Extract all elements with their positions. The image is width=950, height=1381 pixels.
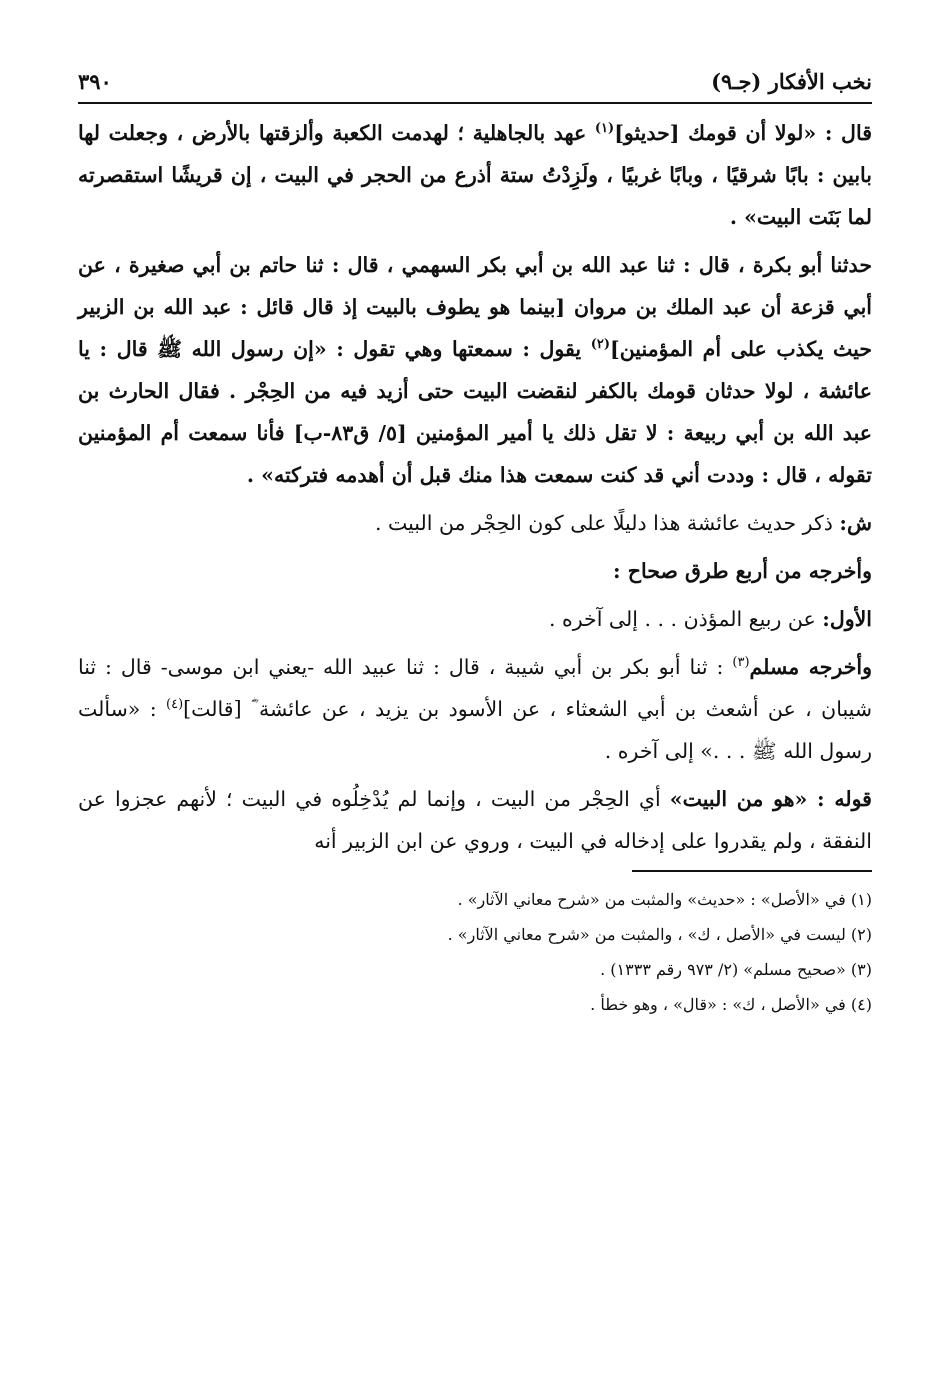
header-rule: [78, 102, 872, 104]
paragraph-text: قال : «لولا أن قومك [حديثو]: [614, 121, 872, 145]
footnote: (١) في «الأصل» : «حديث» والمثبت من «شرح معاني الآثار» .: [457, 890, 872, 909]
paragraph-text: عن ربيع المؤذن . . . إلى آخره .: [548, 607, 823, 631]
footnote-marker: (١): [594, 121, 615, 137]
paragraph: [78, 502, 872, 544]
footnote-marker: (٢): [590, 337, 610, 353]
paragraph: [78, 778, 872, 862]
footnote: (٢) ليست في «الأصل ، ك» ، والمثبت من «شرح معاني الآثار» .: [447, 925, 872, 944]
paragraph-lead: قوله : «هو من البيت»: [669, 787, 872, 811]
body-text: [78, 112, 872, 862]
paragraph-text: أي الحِجْر من البيت ، وإنما لم يُدْخِلُوه في البيت ؛ لأنهم عجزوا عن النفقة ، ولم يقدروا على إدخاله في البيت ، وروي عن ابن الزبير أنه: [78, 787, 872, 853]
page-number: ٣٩٠: [78, 69, 112, 94]
paragraph-lead: الأول:: [822, 607, 872, 631]
section-heading: [78, 550, 872, 592]
paragraph-text: ذكر حديث عائشة هذا دليلًا على كون الحِجْر من البيت .: [374, 511, 840, 535]
heading-text: وأخرجه من أربع طرق صحاح :: [613, 559, 872, 583]
footnotes: [78, 882, 872, 1022]
paragraph-text: يقول : سمعتها وهي تقول : «إن رسول الله ﷺ قال : يا عائشة ، لولا حدثان قومك بالكفر لنقضت البيت حتى أزيد فيه من الحِجْر . فقال الحارث بن عبد الله بن أبي ربيعة : لا تقل ذلك يا أمير المؤمنين [٥/ ق٨٣-ب] فأنا سمعت أم المؤمنين تقوله ، قال : وددت أني قد كنت سمعت هذا منك قبل أن أهدمه فتركته» .: [78, 337, 872, 487]
paragraph-lead: وأخرجه مسلم: [749, 655, 872, 679]
paragraph: [78, 244, 872, 496]
paragraph-text: : «سألت رسول الله ﷺ . . .» إلى آخره .: [78, 697, 872, 763]
footnote-separator: [632, 870, 872, 872]
paragraph-text: : ثنا أبو بكر بن أبي شيبة ، قال : ثنا عبيد الله -يعني ابن موسى- قال : ثنا شيبان ، عن أشعث بن أبي الشعثاء ، عن الأسود بن يزيد ، عن عائشة ؓ [قالت]: [78, 655, 873, 721]
footnote: (٤) في «الأصل ، ك» : «قال» ، وهو خطأ .: [590, 995, 872, 1014]
paragraph-lead: ش:: [839, 511, 872, 535]
paragraph: [78, 598, 872, 640]
footnote: (٣) «صحيح مسلم» (٢/ ٩٧٣ رقم ١٣٣٣) .: [600, 960, 872, 979]
paragraph: [78, 112, 872, 238]
footnote-marker: (٣): [732, 655, 750, 671]
book-title: نخب الأفكار (جـ٩): [711, 69, 872, 94]
running-header: [78, 52, 872, 94]
paragraph: [78, 646, 872, 772]
paragraph-text: حدثنا أبو بكرة ، قال : ثنا عبد الله بن أبي بكر السهمي ، قال : ثنا حاتم بن أبي صغيرة ، عن أبي قزعة أن عبد الملك بن مروان [بينما هو يطوف بالبيت إذ قال قائل : عبد الله بن الزبير حيث يكذب على أم المؤمنين]: [78, 253, 873, 361]
footnote-marker: (٤): [166, 697, 184, 713]
paragraph-text: عهد بالجاهلية ؛ لهدمت الكعبة وألزقتها بالأرض ، وجعلت لها بابين : بابًا شرقيًا ، وبابًا غربيًا ، ولَزِدْتُ ستة أذرع من الحجر في البيت ، إن قريشًا استقصرته لما بَنَت البيت» .: [78, 121, 872, 229]
